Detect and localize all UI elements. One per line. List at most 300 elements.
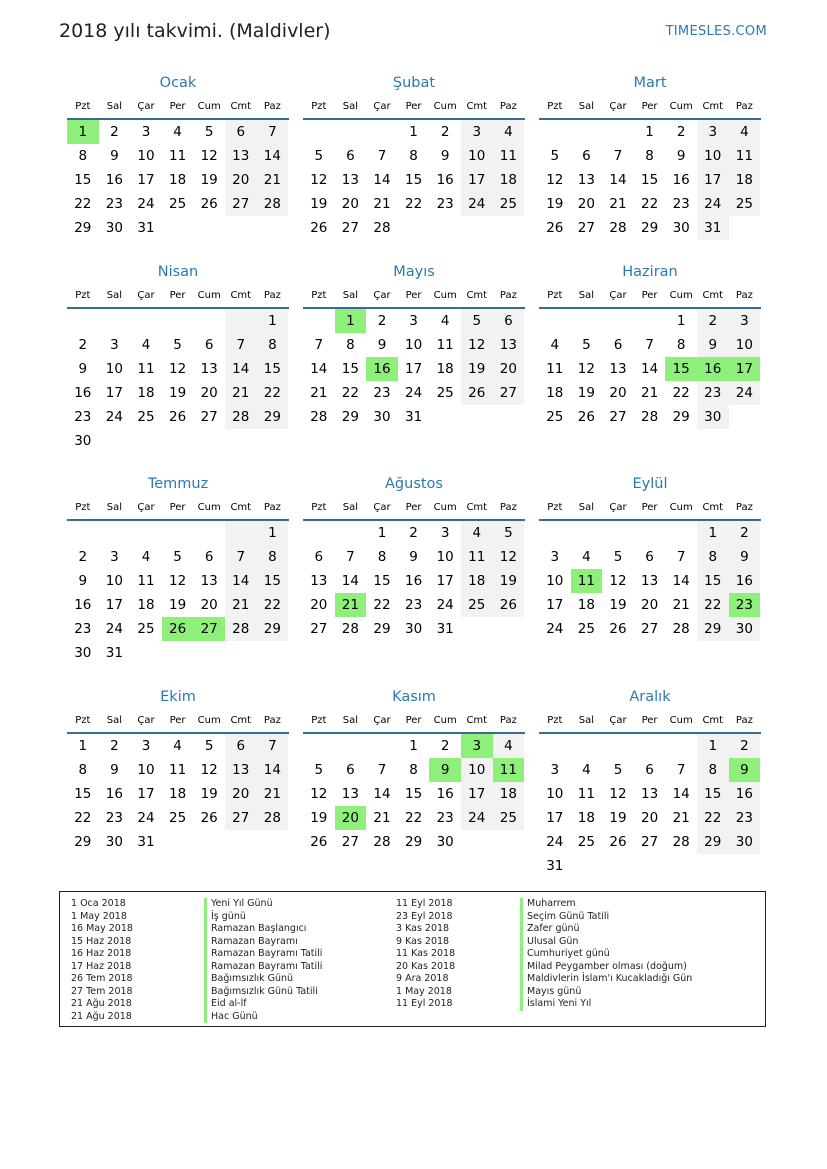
day-cell: 2 [440, 124, 450, 140]
day-cell: 16 [729, 782, 761, 806]
day-cell: 29 [697, 617, 729, 641]
empty-cell [461, 617, 493, 641]
empty-cell [257, 830, 289, 854]
empty-cell [162, 216, 194, 240]
day-cell: 31 [137, 834, 155, 850]
month-3 [539, 70, 761, 240]
weekday-label: Cum [433, 101, 457, 112]
day-cell: 28 [341, 621, 359, 637]
day-cell: 30 [729, 830, 761, 854]
day-cell: 4 [141, 337, 151, 353]
day-cell: 22 [404, 810, 423, 826]
legend-entry: 11 Kas 2018 [396, 948, 456, 959]
day-cell: 4 [582, 549, 591, 565]
empty-cell [130, 429, 162, 453]
weekday-label: Sal [578, 101, 595, 112]
day-cell: 7 [645, 337, 654, 353]
weekday-label: Cum [669, 502, 693, 513]
day-cell: 25 [577, 621, 595, 637]
day-cell: 21 [257, 782, 289, 806]
day-cell: 17 [461, 168, 493, 192]
weekday-header [67, 710, 289, 734]
weekday-label: Çar [373, 290, 391, 301]
weekday-label: Paz [263, 290, 281, 301]
day-cell: 5 [173, 549, 182, 565]
day-cell: 1 [257, 521, 289, 545]
empty-cell [571, 734, 603, 758]
empty-cell [130, 521, 162, 545]
day-cell: 1 [78, 738, 88, 754]
day-cell: 14 [257, 758, 289, 782]
weekday-label: Cmt [702, 502, 724, 513]
weekday-label: Paz [263, 502, 281, 513]
weekday-label: Cmt [466, 715, 488, 726]
day-cell: 3 [461, 120, 493, 144]
day-cell: 6 [645, 762, 654, 778]
empty-cell [303, 734, 335, 758]
weekday-label: Cmt [702, 715, 724, 726]
day-cell: 14 [672, 573, 690, 589]
day-cell: 5 [550, 148, 560, 164]
day-cell: 24 [697, 192, 729, 216]
day-cell: 15 [74, 172, 92, 188]
month-11 [303, 684, 525, 854]
day-cell: 19 [200, 172, 218, 188]
day-cell: 19 [609, 810, 627, 826]
weekday-label: Per [169, 715, 186, 726]
day-cell: 14 [225, 569, 257, 593]
weekday-label: Paz [735, 290, 753, 301]
weekday-label: Sal [342, 502, 359, 513]
page-title: 2018 yılı takvimi. (Maldivler) [59, 20, 331, 42]
day-cell: 22 [341, 385, 359, 401]
weekday-label: Cmt [466, 290, 488, 301]
day-grid [303, 120, 525, 240]
day-cell: 2 [729, 734, 761, 758]
legend-entry: 27 Tem 2018 [71, 985, 133, 997]
day-cell: 19 [168, 385, 187, 401]
weekday-label: Sal [578, 502, 595, 513]
day-cell: 26 [200, 810, 218, 826]
legend-entry: 3 Kas 2018 [396, 923, 450, 934]
day-cell: 19 [310, 196, 328, 212]
day-cell: 21 [335, 593, 367, 617]
day-cell: 6 [314, 549, 324, 565]
day-cell: 7 [613, 148, 623, 164]
day-cell: 24 [546, 621, 564, 637]
empty-cell [571, 854, 603, 878]
day-cell: 14 [341, 573, 359, 589]
day-cell: 21 [672, 597, 690, 613]
weekday-label: Sal [342, 290, 359, 301]
day-cell: 23 [672, 196, 690, 212]
legend-entry: 17 Haz 2018 [71, 960, 132, 972]
empty-cell [602, 734, 634, 758]
day-cell: 20 [640, 810, 659, 826]
weekday-label: Çar [137, 715, 155, 726]
day-cell: 15 [257, 357, 289, 381]
day-cell: 5 [204, 124, 214, 140]
day-cell: 22 [404, 196, 423, 212]
day-cell: 25 [137, 621, 155, 637]
legend-entry: 11 Eyl 2018 [396, 998, 453, 1009]
weekday-label: Per [641, 502, 658, 513]
day-grid [67, 734, 289, 854]
day-cell: 22 [74, 196, 92, 212]
empty-cell [193, 309, 225, 333]
legend-entry: 23 Eyl 2018 [396, 910, 453, 922]
empty-cell [193, 429, 225, 453]
day-cell: 25 [493, 192, 525, 216]
weekday-label: Çar [137, 502, 155, 513]
empty-cell [493, 830, 525, 854]
weekday-label: Paz [499, 715, 517, 726]
weekday-label: Pzt [311, 715, 327, 726]
legend-entry: Yeni Yıl Günü [204, 898, 322, 911]
weekday-label: Pzt [311, 502, 327, 513]
day-cell: 21 [225, 381, 257, 405]
legend-entry: 26 Tem 2018 [71, 973, 133, 984]
day-cell: 16 [74, 385, 92, 401]
weekday-label: Çar [609, 715, 627, 726]
day-cell: 9 [110, 148, 119, 164]
empty-cell [193, 521, 225, 545]
weekday-label: Çar [609, 290, 627, 301]
legend-entry: Bağımsızlık Günü [204, 973, 322, 986]
weekday-label: Cum [197, 715, 221, 726]
day-cell: 21 [373, 810, 391, 826]
legend-entry: 21 Ağu 2018 [71, 1010, 132, 1022]
weekday-label: Sal [106, 502, 123, 513]
day-cell: 19 [609, 597, 627, 613]
weekday-header [539, 497, 761, 521]
day-cell: 14 [373, 172, 391, 188]
day-cell: 30 [105, 834, 123, 850]
day-cell: 24 [461, 806, 493, 830]
day-cell: 21 [609, 196, 627, 212]
weekday-label: Cum [197, 502, 221, 513]
weekday-label: Paz [263, 101, 281, 112]
day-grid [67, 120, 289, 240]
day-cell: 8 [377, 549, 387, 565]
empty-cell [729, 854, 761, 878]
day-cell: 23 [74, 409, 92, 425]
weekday-header [539, 710, 761, 734]
weekday-label: Cmt [466, 101, 488, 112]
day-cell: 16 [697, 357, 729, 381]
weekday-header [539, 285, 761, 309]
empty-cell [335, 521, 367, 545]
empty-cell [225, 521, 257, 545]
day-cell: 4 [173, 738, 182, 754]
day-cell: 1 [645, 124, 654, 140]
weekday-label: Per [641, 290, 658, 301]
legend-entry: Hac Günü [204, 1011, 322, 1024]
day-cell: 10 [729, 333, 761, 357]
weekday-label: Çar [609, 101, 627, 112]
day-cell: 23 [373, 385, 391, 401]
empty-cell [493, 617, 525, 641]
day-cell: 16 [74, 597, 92, 613]
day-cell: 1 [257, 309, 289, 333]
weekday-label: Cmt [230, 502, 252, 513]
day-cell: 10 [461, 758, 493, 782]
day-cell: 15 [697, 569, 729, 593]
month-name: Ocak [159, 75, 197, 91]
weekday-label: Cmt [702, 101, 724, 112]
weekday-label: Sal [342, 715, 359, 726]
day-cell: 11 [137, 573, 155, 589]
empty-cell [67, 309, 99, 333]
day-cell: 27 [200, 409, 218, 425]
day-cell: 16 [436, 172, 454, 188]
empty-cell [429, 405, 461, 429]
day-cell: 28 [257, 806, 289, 830]
empty-cell [398, 216, 430, 240]
legend-entry: 9 Kas 2018 [396, 935, 450, 947]
day-cell: 16 [105, 786, 123, 802]
day-cell: 26 [546, 220, 564, 236]
day-cell: 1 [409, 738, 418, 754]
day-cell: 15 [74, 786, 92, 802]
weekday-label: Cum [433, 502, 457, 513]
day-grid [539, 521, 761, 641]
weekday-label: Çar [137, 290, 155, 301]
day-cell: 27 [225, 192, 257, 216]
day-cell: 24 [436, 597, 454, 613]
legend-entry: 1 May 2018 [396, 985, 452, 997]
day-cell: 4 [729, 120, 761, 144]
day-cell: 19 [200, 786, 218, 802]
empty-cell [634, 521, 666, 545]
empty-cell [602, 309, 634, 333]
day-cell: 1 [676, 313, 686, 329]
day-cell: 20 [341, 196, 359, 212]
legend-entry: 21 Ağu 2018 [71, 998, 132, 1009]
day-cell: 15 [665, 357, 697, 381]
day-cell: 2 [409, 525, 418, 541]
legend-entry: Ramazan Bayramı Tatili [204, 948, 322, 961]
day-cell: 6 [225, 120, 257, 144]
weekday-label: Per [169, 290, 186, 301]
day-cell: 5 [613, 762, 623, 778]
day-cell: 5 [314, 148, 324, 164]
day-cell: 12 [609, 786, 627, 802]
day-cell: 12 [168, 573, 187, 589]
day-cell: 7 [676, 762, 686, 778]
day-cell: 6 [204, 337, 214, 353]
empty-cell [634, 734, 666, 758]
empty-cell [99, 309, 131, 333]
weekday-label: Cum [669, 290, 693, 301]
day-cell: 31 [105, 645, 123, 661]
day-cell: 17 [546, 810, 564, 826]
day-cell: 16 [436, 786, 454, 802]
day-cell: 12 [310, 786, 328, 802]
empty-cell [225, 216, 257, 240]
empty-cell [665, 854, 697, 878]
day-cell: 3 [440, 525, 450, 541]
day-cell: 4 [461, 521, 493, 545]
day-cell: 18 [168, 172, 187, 188]
day-cell: 8 [409, 762, 418, 778]
day-cell: 18 [577, 810, 595, 826]
empty-cell [602, 521, 634, 545]
weekday-header [539, 96, 761, 120]
day-cell: 9 [409, 549, 418, 565]
day-cell: 19 [546, 196, 564, 212]
empty-cell [335, 734, 367, 758]
day-cell: 17 [697, 168, 729, 192]
day-cell: 18 [729, 168, 761, 192]
day-cell: 7 [225, 545, 257, 569]
empty-cell [697, 854, 729, 878]
empty-cell [366, 734, 398, 758]
day-cell: 7 [377, 148, 387, 164]
weekday-label: Pzt [311, 290, 327, 301]
day-cell: 17 [105, 385, 123, 401]
day-cell: 25 [546, 409, 564, 425]
month-10 [67, 684, 289, 854]
day-cell: 22 [672, 385, 690, 401]
day-cell: 14 [373, 786, 391, 802]
weekday-label: Paz [263, 715, 281, 726]
day-cell: 15 [640, 172, 659, 188]
day-cell: 28 [672, 834, 690, 850]
empty-cell [193, 641, 225, 665]
day-cell: 22 [697, 593, 729, 617]
weekday-label: Sal [578, 290, 595, 301]
day-cell: 7 [676, 549, 686, 565]
day-cell: 6 [493, 309, 525, 333]
weekday-label: Cmt [230, 715, 252, 726]
month-name: Ağustos [385, 476, 443, 492]
empty-cell [539, 120, 571, 144]
day-cell: 18 [493, 168, 525, 192]
empty-cell [99, 429, 131, 453]
day-cell: 14 [225, 357, 257, 381]
day-cell: 17 [105, 597, 123, 613]
day-cell: 4 [493, 734, 525, 758]
day-cell: 10 [404, 337, 423, 353]
day-cell: 27 [640, 621, 659, 637]
day-cell: 27 [493, 381, 525, 405]
day-cell: 9 [729, 758, 761, 782]
day-cell: 19 [168, 597, 187, 613]
day-cell: 12 [168, 361, 187, 377]
day-cell: 12 [493, 545, 525, 569]
day-cell: 29 [672, 409, 690, 425]
weekday-label: Per [169, 502, 186, 513]
day-cell: 11 [461, 545, 493, 569]
weekday-label: Cmt [230, 101, 252, 112]
site-link[interactable]: TIMESLES.COM [665, 24, 767, 39]
day-cell: 19 [493, 569, 525, 593]
weekday-label: Pzt [547, 502, 563, 513]
day-cell: 16 [404, 573, 423, 589]
day-cell: 25 [436, 385, 454, 401]
day-cell: 10 [105, 361, 123, 377]
day-cell: 18 [493, 782, 525, 806]
day-cell: 29 [697, 830, 729, 854]
day-cell: 19 [461, 357, 493, 381]
day-cell: 2 [110, 738, 119, 754]
weekday-label: Cum [197, 101, 221, 112]
empty-cell [461, 405, 493, 429]
weekday-label: Cum [197, 290, 221, 301]
weekday-label: Per [405, 715, 422, 726]
empty-cell [162, 641, 194, 665]
day-cell: 8 [257, 333, 289, 357]
day-cell: 25 [493, 806, 525, 830]
day-cell: 9 [729, 545, 761, 569]
empty-cell [493, 405, 525, 429]
day-cell: 8 [257, 545, 289, 569]
weekday-label: Paz [735, 715, 753, 726]
day-cell: 15 [341, 361, 359, 377]
empty-cell [257, 429, 289, 453]
day-cell: 5 [493, 521, 525, 545]
legend-entry: Ramazan Bayramı Tatili [204, 961, 322, 974]
day-cell: 20 [640, 597, 659, 613]
day-cell: 26 [461, 381, 493, 405]
day-cell: 3 [729, 309, 761, 333]
day-cell: 25 [729, 192, 761, 216]
day-cell: 6 [346, 762, 355, 778]
day-cell: 23 [105, 810, 123, 826]
day-cell: 8 [697, 545, 729, 569]
day-cell: 7 [257, 120, 289, 144]
day-cell: 20 [335, 806, 367, 830]
empty-cell [193, 830, 225, 854]
empty-cell [366, 120, 398, 144]
day-cell: 29 [257, 617, 289, 641]
day-cell: 20 [200, 385, 218, 401]
day-cell: 11 [729, 144, 761, 168]
empty-cell [729, 216, 761, 240]
weekday-label: Paz [735, 502, 753, 513]
day-cell: 10 [546, 573, 564, 589]
weekday-label: Paz [735, 101, 753, 112]
day-cell: 6 [346, 148, 355, 164]
day-cell: 10 [436, 549, 454, 565]
day-cell: 27 [577, 220, 595, 236]
day-cell: 15 [697, 782, 729, 806]
legend-entry: Mayıs günü [520, 986, 692, 999]
day-cell: 30 [74, 645, 92, 661]
month-name: Mayıs [393, 264, 435, 280]
day-cell: 4 [440, 313, 450, 329]
empty-cell [130, 641, 162, 665]
weekday-label: Paz [499, 502, 517, 513]
empty-cell [225, 641, 257, 665]
day-cell: 4 [173, 124, 182, 140]
day-cell: 13 [640, 573, 659, 589]
day-cell: 4 [493, 120, 525, 144]
day-cell: 19 [310, 810, 328, 826]
weekday-label: Sal [106, 101, 123, 112]
day-cell: 13 [493, 333, 525, 357]
day-cell: 9 [429, 758, 461, 782]
empty-cell [130, 309, 162, 333]
day-cell: 1 [67, 120, 99, 144]
day-cell: 28 [373, 220, 391, 236]
day-cell: 26 [609, 834, 627, 850]
day-cell: 22 [257, 593, 289, 617]
day-cell: 23 [105, 196, 123, 212]
weekday-label: Çar [137, 101, 155, 112]
day-grid [303, 309, 525, 429]
